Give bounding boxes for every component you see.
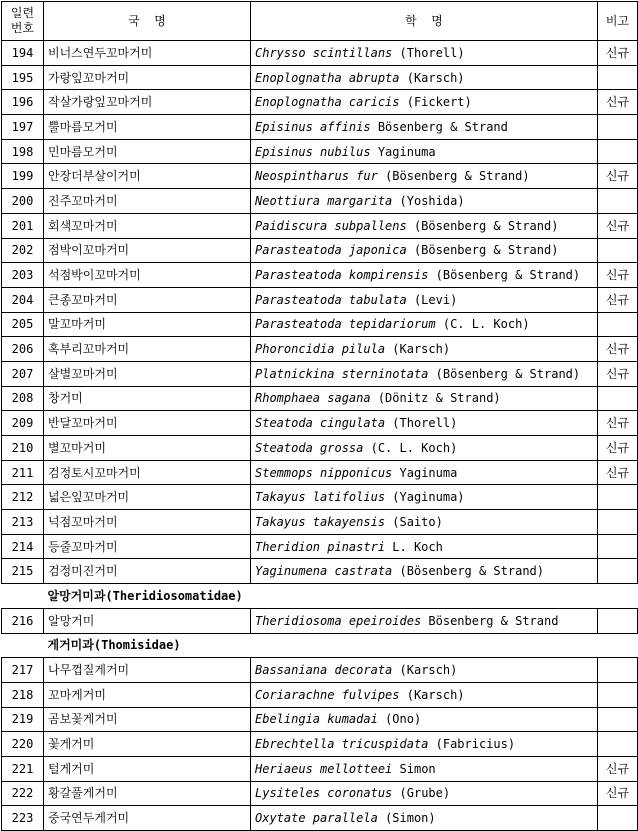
scientific-name-cell [251, 213, 598, 238]
scientific-name-cell [251, 115, 598, 140]
author-citation: (Bösenberg & Strand) [435, 366, 581, 381]
table-row [2, 287, 638, 312]
binomial-name: Platnickina sterninotata [255, 366, 429, 381]
scientific-name-cell [251, 485, 598, 510]
serial-number-cell: 197 [2, 115, 44, 140]
note-cell: 신규 [598, 781, 638, 806]
author-citation: (Karsch) [406, 70, 465, 85]
author-citation: (Karsch) [392, 342, 451, 357]
table-row [2, 707, 638, 732]
family-heading: 게거미과(Thomisidae) [2, 633, 638, 658]
note-cell [598, 238, 638, 263]
serial-number-cell: 221 [2, 756, 44, 781]
author-citation: Yaginuma [377, 144, 436, 159]
table-row [2, 534, 638, 559]
serial-number-cell: 208 [2, 386, 44, 411]
scientific-name-cell [251, 139, 598, 164]
binomial-name: Heriaeus mellotteei [255, 761, 393, 776]
scientific-name-cell [251, 732, 598, 757]
table-row [2, 510, 638, 535]
note-cell: 신규 [598, 361, 638, 386]
scientific-name-cell [251, 164, 598, 189]
author-citation: Simon [399, 761, 436, 776]
author-citation: (Yaginuma) [392, 490, 465, 505]
note-cell [598, 485, 638, 510]
binomial-name: Episinus nubilus [255, 144, 371, 159]
scientific-name-cell [251, 510, 598, 535]
table-row [2, 806, 638, 831]
author-citation: (Simon) [385, 811, 436, 826]
scientific-name-cell [251, 189, 598, 214]
scientific-name-cell [251, 312, 598, 337]
note-cell: 신규 [598, 411, 638, 436]
table-row [2, 411, 638, 436]
binomial-name: Parasteatoda kompirensis [255, 268, 429, 283]
note-cell [598, 707, 638, 732]
header-serial-line1: 일련 [10, 6, 35, 20]
binomial-name: Parasteatoda tabulata [255, 292, 407, 307]
table-row [2, 65, 638, 90]
binomial-name: Chrysso scintillans [255, 45, 393, 60]
binomial-name: Takayus latifolius [255, 490, 386, 505]
family-heading: 알망거미과(Theridiosomatidae) [2, 584, 638, 609]
table-row [2, 189, 638, 214]
table-row [2, 41, 638, 66]
binomial-name: Ebelingia kumadai [255, 712, 378, 727]
author-citation: L. Koch [392, 539, 443, 554]
note-cell [598, 386, 638, 411]
binomial-name: Enoplognatha caricis [255, 95, 400, 110]
table-row [2, 337, 638, 362]
table-row [2, 485, 638, 510]
korean-name-cell: 황갈풀게거미 [44, 781, 251, 806]
binomial-name: Enoplognatha abrupta [255, 70, 400, 85]
korean-name-cell: 검정토시꼬마거미 [44, 460, 251, 485]
note-cell: 신규 [598, 436, 638, 461]
binomial-name: Neottiura margarita [255, 193, 393, 208]
serial-number-cell: 196 [2, 90, 44, 115]
serial-number-cell: 205 [2, 312, 44, 337]
serial-number-cell: 206 [2, 337, 44, 362]
serial-number-cell: 211 [2, 460, 44, 485]
note-cell [598, 732, 638, 757]
author-citation: Bösenberg & Strand [377, 119, 508, 134]
header-note: 비고 [598, 2, 638, 41]
note-cell [598, 510, 638, 535]
korean-name-cell: 비너스연두꼬마거미 [44, 41, 251, 66]
species-table [1, 1, 638, 831]
note-cell [598, 115, 638, 140]
scientific-name-cell [251, 238, 598, 263]
scientific-name-cell [251, 707, 598, 732]
scientific-name-cell [251, 411, 598, 436]
serial-number-cell: 213 [2, 510, 44, 535]
table-row [2, 460, 638, 485]
note-cell [598, 658, 638, 683]
binomial-name: Takayus takayensis [255, 514, 386, 529]
header-serial-number [2, 2, 44, 41]
author-citation: (Thorell) [399, 45, 465, 60]
serial-number-cell: 216 [2, 608, 44, 633]
serial-number-cell: 199 [2, 164, 44, 189]
author-citation: (Yoshida) [399, 193, 465, 208]
author-citation: (Fabricius) [435, 737, 516, 752]
serial-number-cell: 222 [2, 781, 44, 806]
binomial-name: Steatoda grossa [255, 440, 364, 455]
scientific-name-cell [251, 781, 598, 806]
note-cell [598, 312, 638, 337]
binomial-name: Yaginumena castrata [255, 564, 393, 579]
author-citation: (Bösenberg & Strand) [385, 169, 530, 184]
korean-name-cell: 큰종꼬마거미 [44, 287, 251, 312]
note-cell: 신규 [598, 287, 638, 312]
serial-number-cell: 223 [2, 806, 44, 831]
serial-number-cell: 218 [2, 682, 44, 707]
scientific-name-cell [251, 287, 598, 312]
binomial-name: Parasteatoda tepidariorum [255, 317, 436, 332]
table-row [2, 732, 638, 757]
table-row [2, 436, 638, 461]
table-row [2, 559, 638, 584]
author-citation: (Saito) [392, 514, 443, 529]
scientific-name-cell [251, 41, 598, 66]
note-cell [598, 682, 638, 707]
korean-name-cell: 중국연두게거미 [44, 806, 251, 831]
scientific-name-cell [251, 263, 598, 288]
serial-number-cell: 212 [2, 485, 44, 510]
note-cell [598, 559, 638, 584]
korean-name-cell: 나무껍질게거미 [44, 658, 251, 683]
serial-number-cell: 203 [2, 263, 44, 288]
author-citation: (C. L. Koch) [370, 440, 458, 455]
author-citation: Yaginuma [399, 465, 458, 480]
binomial-name: Theridiosoma epeiroides [255, 613, 422, 628]
binomial-name: Parasteatoda japonica [255, 243, 407, 258]
serial-number-cell: 207 [2, 361, 44, 386]
korean-name-cell: 검정미진거미 [44, 559, 251, 584]
note-cell: 신규 [598, 213, 638, 238]
serial-number-cell: 198 [2, 139, 44, 164]
table-row [2, 756, 638, 781]
binomial-name: Steatoda cingulata [255, 416, 386, 431]
author-citation: (Karsch) [406, 687, 465, 702]
korean-name-cell: 넓은잎꼬마거미 [44, 485, 251, 510]
note-cell: 신규 [598, 756, 638, 781]
table-row [2, 608, 638, 633]
table-row [2, 213, 638, 238]
table-header-row [2, 2, 638, 41]
serial-number-cell: 201 [2, 213, 44, 238]
korean-name-cell: 석점박이꼬마거미 [44, 263, 251, 288]
author-citation: (Bösenberg & Strand) [435, 268, 581, 283]
note-cell: 신규 [598, 460, 638, 485]
korean-name-cell: 털게거미 [44, 756, 251, 781]
table-row [2, 361, 638, 386]
table-row [2, 386, 638, 411]
korean-name-cell: 곰보꽃게거미 [44, 707, 251, 732]
scientific-name-cell [251, 460, 598, 485]
scientific-name-cell [251, 559, 598, 584]
scientific-name-cell [251, 806, 598, 831]
korean-name-cell: 작살가랑잎꼬마거미 [44, 90, 251, 115]
note-cell: 신규 [598, 263, 638, 288]
scientific-name-cell [251, 337, 598, 362]
table-row [2, 238, 638, 263]
author-citation: (Grube) [399, 786, 451, 801]
binomial-name: Bassaniana decorata [255, 663, 393, 678]
table-row [2, 682, 638, 707]
note-cell [598, 139, 638, 164]
scientific-name-cell [251, 608, 598, 633]
note-cell [598, 65, 638, 90]
korean-name-cell: 알망거미 [44, 608, 251, 633]
binomial-name: Lysiteles coronatus [255, 786, 393, 801]
korean-name-cell: 혹부리꼬마거미 [44, 337, 251, 362]
serial-number-cell: 202 [2, 238, 44, 263]
header-serial-line2: 번호 [10, 21, 35, 35]
serial-number-cell: 195 [2, 65, 44, 90]
author-citation: (Thorell) [392, 416, 458, 431]
table-row [2, 115, 638, 140]
note-cell: 신규 [598, 164, 638, 189]
binomial-name: Coriarachne fulvipes [255, 687, 400, 702]
author-citation: Bösenberg & Strand [428, 613, 559, 628]
note-cell [598, 806, 638, 831]
binomial-name: Episinus affinis [255, 119, 371, 134]
serial-number-cell: 194 [2, 41, 44, 66]
note-cell [598, 534, 638, 559]
scientific-name-cell [251, 361, 598, 386]
scientific-name-cell [251, 756, 598, 781]
binomial-name: Paidiscura subpallens [255, 218, 407, 233]
scientific-name-cell [251, 436, 598, 461]
scientific-name-cell [251, 658, 598, 683]
korean-name-cell: 꽃게거미 [44, 732, 251, 757]
korean-name-cell: 안장더부살이거미 [44, 164, 251, 189]
korean-name-cell: 점박이꼬마거미 [44, 238, 251, 263]
serial-number-cell: 204 [2, 287, 44, 312]
family-heading-row [2, 584, 638, 609]
serial-number-cell: 209 [2, 411, 44, 436]
table-body [2, 41, 638, 831]
korean-name-cell: 등줄꼬마거미 [44, 534, 251, 559]
korean-name-cell: 진주꼬마거미 [44, 189, 251, 214]
family-heading-row [2, 633, 638, 658]
author-citation: (Bösenberg & Strand) [413, 218, 559, 233]
korean-name-cell: 뿔마름모거미 [44, 115, 251, 140]
serial-number-cell: 210 [2, 436, 44, 461]
author-citation: (Bösenberg & Strand) [413, 243, 559, 258]
serial-number-cell: 214 [2, 534, 44, 559]
author-citation: (Bösenberg & Strand) [399, 564, 545, 579]
korean-name-cell: 꼬마게거미 [44, 682, 251, 707]
author-citation: (Dönitz & Strand) [377, 391, 501, 406]
note-cell: 신규 [598, 337, 638, 362]
note-cell: 신규 [598, 41, 638, 66]
scientific-name-cell [251, 534, 598, 559]
serial-number-cell: 215 [2, 559, 44, 584]
author-citation: (C. L. Koch) [442, 317, 530, 332]
table-row [2, 658, 638, 683]
note-cell: 신규 [598, 90, 638, 115]
author-citation: (Karsch) [399, 663, 458, 678]
korean-name-cell: 넉점꼬마거미 [44, 510, 251, 535]
author-citation: (Fickert) [406, 95, 472, 110]
author-citation: (Ono) [385, 712, 422, 727]
korean-name-cell: 가랑잎꼬마거미 [44, 65, 251, 90]
korean-name-cell: 민마름모거미 [44, 139, 251, 164]
binomial-name: Phoroncidia pilula [255, 342, 386, 357]
table-row [2, 781, 638, 806]
serial-number-cell: 219 [2, 707, 44, 732]
binomial-name: Theridion pinastri [255, 539, 386, 554]
note-cell [598, 608, 638, 633]
scientific-name-cell [251, 682, 598, 707]
author-citation: (Levi) [413, 292, 458, 307]
header-korean-name: 국 명 [44, 2, 251, 41]
scientific-name-cell [251, 386, 598, 411]
table-row [2, 139, 638, 164]
korean-name-cell: 회색꼬마거미 [44, 213, 251, 238]
table-row [2, 90, 638, 115]
binomial-name: Rhomphaea sagana [255, 391, 371, 406]
korean-name-cell: 창거미 [44, 386, 251, 411]
binomial-name: Stemmops nipponicus [255, 465, 393, 480]
table-row [2, 312, 638, 337]
binomial-name: Oxytate parallela [255, 811, 378, 826]
korean-name-cell: 살별꼬마거미 [44, 361, 251, 386]
scientific-name-cell [251, 65, 598, 90]
korean-name-cell: 말꼬마거미 [44, 312, 251, 337]
header-scientific-name: 학 명 [251, 2, 598, 41]
serial-number-cell: 217 [2, 658, 44, 683]
korean-name-cell: 별꼬마거미 [44, 436, 251, 461]
serial-number-cell: 200 [2, 189, 44, 214]
serial-number-cell: 220 [2, 732, 44, 757]
table-row [2, 164, 638, 189]
table-row [2, 263, 638, 288]
scientific-name-cell [251, 90, 598, 115]
note-cell [598, 189, 638, 214]
binomial-name: Ebrechtella tricuspidata [255, 737, 429, 752]
binomial-name: Neospintharus fur [255, 169, 378, 184]
korean-name-cell: 반달꼬마거미 [44, 411, 251, 436]
